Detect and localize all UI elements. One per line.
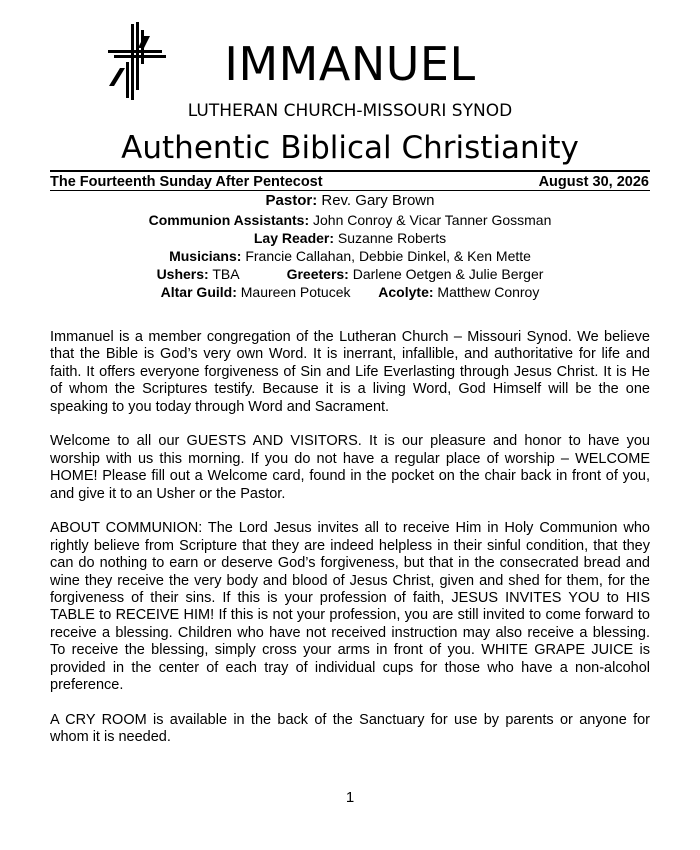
pastor-label: Pastor: — [265, 192, 318, 209]
communion-assistants-names: John Conroy & Vicar Tanner Gossman — [313, 212, 552, 228]
page-number: 1 — [345, 789, 355, 806]
musicians-names: Francie Callahan, Debbie Dinkel, & Ken Mette — [245, 248, 531, 264]
acolyte-label: Acolyte: — [378, 284, 434, 300]
sunday-title: The Fourteenth Sunday After Pentecost — [50, 174, 323, 190]
header-divider — [50, 170, 650, 172]
musicians-label: Musicians: — [169, 248, 242, 264]
greeters-names: Darlene Oetgen & Julie Berger — [352, 266, 544, 282]
staff-list — [50, 191, 650, 301]
communion-assistants-label: Communion Assistants: — [148, 212, 310, 228]
paragraph-communion: ABOUT COMMUNION: The Lord Jesus invites all to receive Him in Holy Communion who rightly believe from Scripture that they are indeed helpless in their sinful condition, that they can do nothing to earn or deserve God’s forgiveness, but that in the consecrated bread and wine they receive the very body and blood of Jesus Christ, given and shed for them, for the forgiveness of their sins. If this is your profession of faith, JESUS INVITES YOU to HIS TABLE to RECEIVE HIM! If this is not your profession, you are still invited to come forward to receive a blessing. Children who have not received instruction may also receive a blessing. To receive the blessing, simply cross your arms in front of you. WHITE GRAPE JUICE is provided in the center of each tray of individual cups for those who have a non-alcohol preference. — [50, 520, 650, 694]
ushers-names: TBA — [212, 266, 239, 282]
lay-reader-label: Lay Reader: — [253, 230, 335, 246]
service-date: August 30, 2026 — [538, 174, 649, 190]
synod-name: LUTHERAN CHURCH-MISSOURI SYNOD — [187, 101, 513, 121]
tagline: Authentic Biblical Christianity — [121, 130, 579, 166]
paragraph-membership: Immanuel is a member congregation of the Lutheran Church – Missouri Synod. We believe that the Bible is God’s very own Word. It is inerrant, infallible, and authoritative for life and faith. It offers everyone forgiveness of Sin and Life Everlasting through Jesus Christ. It is He of whom the Scriptures testify. Because it is a living Word, God Himself will be the one speaking to you today through Word and Sacrament. — [50, 329, 650, 415]
staff-row-altar-guild-acolyte — [50, 283, 650, 301]
staff-row-ushers-greeters — [50, 265, 650, 283]
acolyte-name: Matthew Conroy — [437, 284, 540, 300]
church-name: IMMANUEL — [224, 37, 476, 91]
ushers-label: Ushers: — [156, 266, 209, 282]
altar-guild-name: Maureen Potucek — [240, 284, 351, 300]
pastor-name: Rev. Gary Brown — [321, 192, 435, 209]
staff-row-pastor — [50, 191, 650, 211]
lay-reader-name: Suzanne Roberts — [337, 230, 447, 246]
paragraph-cry-room: A CRY ROOM is available in the back of the Sanctuary for use by parents or anyone for whom it is needed. — [50, 711, 650, 746]
greeters-label: Greeters: — [286, 266, 349, 282]
staff-row-communion-assistants — [50, 211, 650, 229]
altar-guild-label: Altar Guild: — [160, 284, 237, 300]
staff-row-lay-reader — [50, 229, 650, 247]
paragraph-welcome: Welcome to all our GUESTS AND VISITORS. It is our pleasure and honor to have you worship with us this morning. If you do not have a regular place of worship – WELCOME HOME! Please fill out a Welcome card, found in the pocket on the chair back in front of you, and give it to an Usher or the Pastor. — [50, 433, 650, 502]
staff-row-musicians — [50, 247, 650, 265]
bulletin-body — [50, 329, 650, 764]
